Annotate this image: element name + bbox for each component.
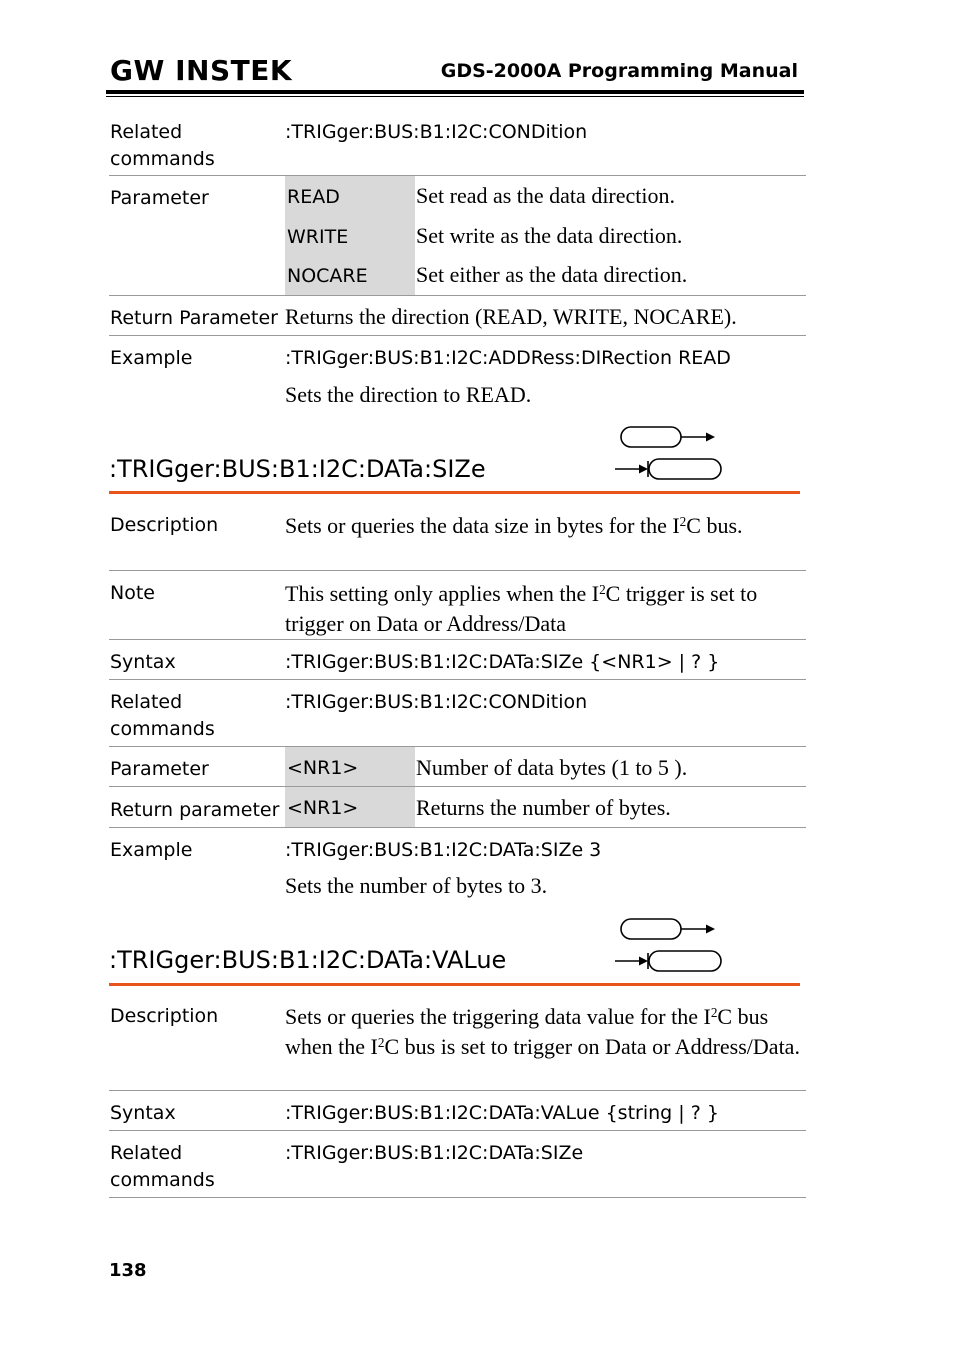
related-command: :TRIGger:BUS:B1:I2C:CONDition	[285, 691, 588, 713]
row-label: Description	[110, 514, 219, 536]
row-label: Return parameter	[110, 799, 280, 821]
example-description: Sets the direction to READ.	[285, 382, 532, 407]
section-title: :TRIGger:BUS:B1:I2C:DATa:VALue	[109, 946, 507, 974]
related-commands-row	[109, 680, 806, 747]
param-desc: Set write as the data direction.	[416, 223, 683, 248]
description-text: Sets or queries the data size in bytes for the $I^2C$ bus.	[285, 513, 743, 538]
syntax-row	[109, 1091, 806, 1131]
set-query-icon	[615, 916, 725, 976]
param-name: WRITE	[287, 226, 349, 248]
param-name: <NR1>	[287, 797, 359, 819]
related-command: :TRIGger:BUS:B1:I2C:DATa:SIZe	[285, 1142, 584, 1164]
example-row	[109, 336, 806, 416]
param-name: <NR1>	[287, 757, 359, 779]
row-label: Note	[110, 582, 155, 604]
row-label: Example	[110, 839, 193, 861]
row-label: Syntax	[110, 1102, 176, 1124]
row-label: Parameter	[110, 758, 209, 780]
related-command: :TRIGger:BUS:B1:I2C:CONDition	[285, 121, 588, 143]
row-label: Parameter	[110, 187, 209, 209]
description-row	[109, 1000, 806, 1091]
header-rule-thin	[106, 96, 804, 97]
param-desc: Set read as the data direction.	[416, 183, 676, 208]
example-row	[109, 828, 806, 908]
header-rule	[106, 90, 804, 94]
brand-logo: GW INSTEK	[110, 54, 293, 87]
param-desc: Returns the number of bytes.	[416, 795, 671, 820]
note-row	[109, 571, 806, 640]
example-command: :TRIGger:BUS:B1:I2C:DATa:SIZe 3	[285, 839, 602, 861]
document-title: GDS-2000A Programming Manual	[440, 60, 798, 82]
param-name: READ	[287, 186, 340, 208]
set-query-icon	[615, 424, 725, 484]
row-label: Example	[110, 347, 193, 369]
row-label: Related commands	[110, 121, 215, 170]
section-underline	[109, 983, 800, 986]
param-desc: Number of data bytes (1 to 5 ).	[416, 755, 688, 780]
related-commands-row	[109, 116, 806, 176]
parameter-row	[109, 747, 806, 787]
example-description: Sets the number of bytes to 3.	[285, 873, 548, 898]
syntax-text: :TRIGger:BUS:B1:I2C:DATa:SIZe {<NR1> | ? }	[285, 651, 720, 673]
row-label: Return Parameter	[110, 307, 278, 329]
param-desc: Set either as the data direction.	[416, 262, 688, 287]
syntax-text: :TRIGger:BUS:B1:I2C:DATa:VALue {string | ? }	[285, 1102, 719, 1124]
syntax-row	[109, 640, 806, 680]
section-title: :TRIGger:BUS:B1:I2C:DATa:SIZe	[109, 455, 486, 483]
description-row	[109, 508, 806, 571]
row-label: Related commands	[110, 1142, 215, 1191]
return-value: Returns the direction (READ, WRITE, NOCARE).	[285, 304, 737, 329]
page-header	[106, 52, 804, 98]
description-text: Sets or queries the triggering data value for the $I^2C$ bus when the $I^2C$ bus is set to trigger on Data or Address/Data.	[285, 1004, 800, 1059]
example-command: :TRIGger:BUS:B1:I2C:ADDRess:DIRection READ	[285, 347, 731, 369]
parameter-row	[109, 176, 806, 296]
note-text: This setting only applies when the $I^2C$ trigger is set to trigger on Data or Address/Data	[285, 581, 758, 636]
related-commands-row	[109, 1131, 806, 1198]
row-label: Related commands	[110, 691, 215, 740]
row-label: Description	[110, 1005, 219, 1027]
return-parameter-row	[109, 787, 806, 828]
return-parameter-row	[109, 296, 806, 336]
page-number: 138	[109, 1260, 147, 1281]
row-label: Syntax	[110, 651, 176, 673]
param-name: NOCARE	[287, 265, 368, 287]
section-underline	[109, 491, 800, 494]
